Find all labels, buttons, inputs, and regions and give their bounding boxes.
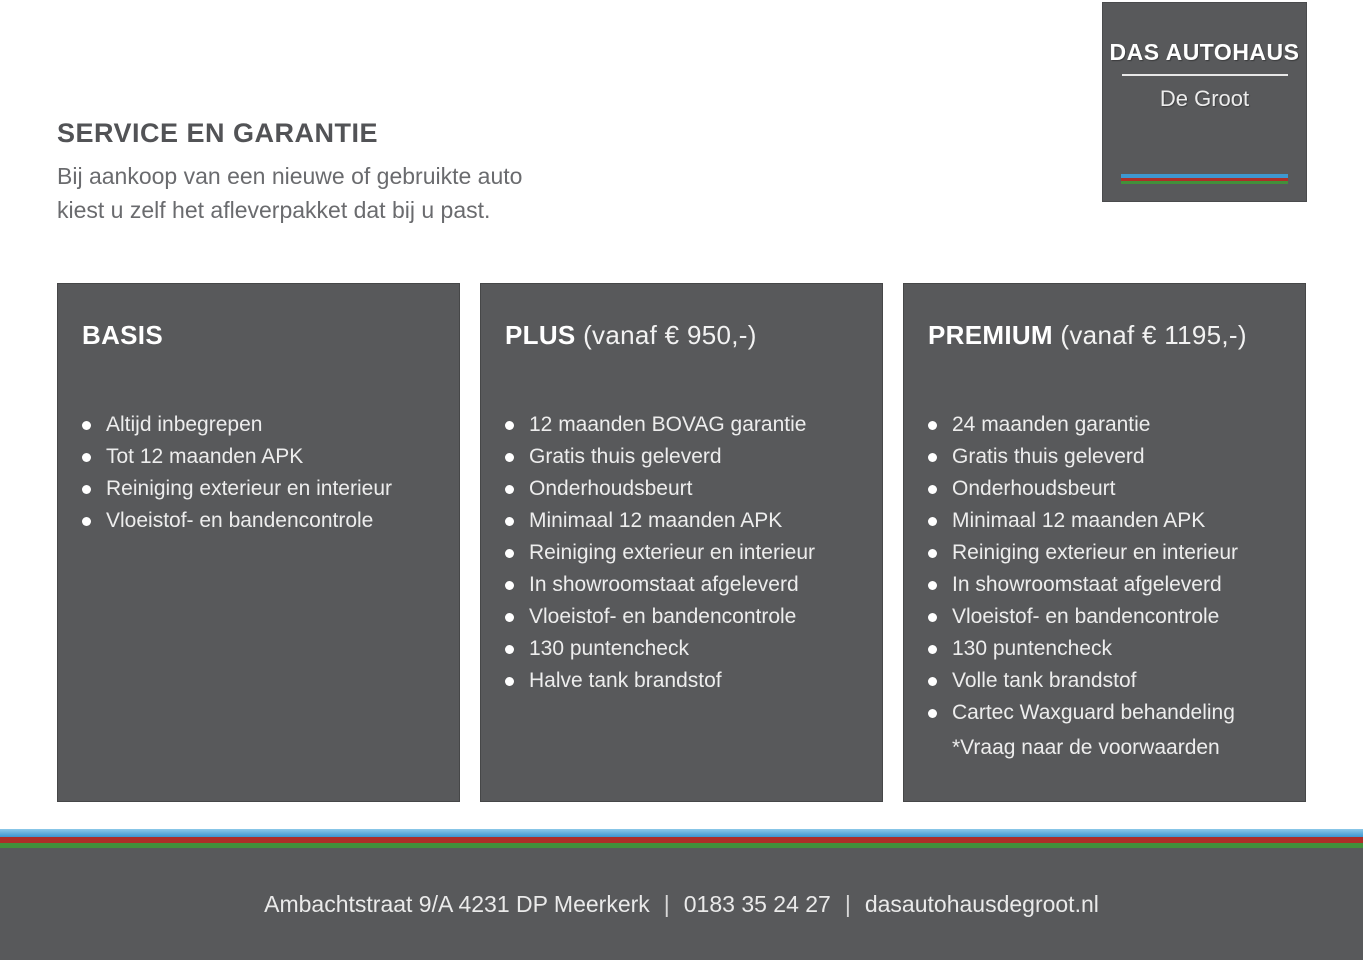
package-list-item [928, 569, 1287, 601]
bullet-icon [82, 453, 91, 462]
footer-bar [0, 848, 1363, 960]
footer-website: dasautohausdegroot.nl [864, 890, 1099, 917]
package-item-label: Vloeistof- en bandencontrole [106, 509, 374, 532]
logo-stripe-green [1121, 181, 1288, 184]
bullet-icon [82, 517, 91, 526]
page-title: SERVICE EN GARANTIE [57, 118, 379, 148]
package-list-item [505, 441, 864, 473]
package-item-label: Minimaal 12 maanden APK [529, 509, 783, 532]
package-item-label: Onderhoudsbeurt [952, 477, 1116, 500]
package-list-item [82, 409, 441, 441]
brand-logo [1102, 2, 1307, 202]
bullet-icon [505, 645, 514, 654]
package-footnote: *Vraag naar de voorwaarden [952, 736, 1220, 759]
bullet-icon [928, 709, 937, 718]
bullet-icon [928, 549, 937, 558]
brand-underline [1122, 74, 1288, 76]
package-card-basis [57, 283, 460, 802]
package-price: (vanaf € 950,-) [583, 320, 757, 350]
bullet-icon [505, 421, 514, 430]
package-list-item [505, 473, 864, 505]
bullet-icon [82, 421, 91, 430]
package-list-item [928, 697, 1287, 729]
bullet-icon [82, 485, 91, 494]
bullet-icon [505, 453, 514, 462]
package-item-label: 24 maanden garantie [952, 413, 1151, 436]
brand-name: DAS AUTOHAUS [1109, 39, 1300, 65]
package-list-item [505, 633, 864, 665]
package-cards [0, 283, 1363, 802]
package-feature-list [505, 409, 864, 697]
package-list-item [505, 409, 864, 441]
package-item-label: Gratis thuis geleverd [952, 445, 1145, 468]
package-header [505, 320, 864, 351]
package-name: PLUS [505, 320, 576, 350]
package-name: BASIS [82, 320, 163, 350]
package-header [928, 320, 1287, 351]
footer-stripe-blue [0, 829, 1363, 837]
package-list-item [928, 441, 1287, 473]
package-item-label: Reiniging exterieur en interieur [106, 477, 392, 500]
package-name: PREMIUM [928, 320, 1053, 350]
package-item-label: Reiniging exterieur en interieur [529, 541, 815, 564]
package-item-label: Halve tank brandstof [529, 669, 722, 692]
footer-address: Ambachtstraat 9/A 4231 DP Meerkerk [264, 890, 650, 917]
package-item-label: 130 puntencheck [952, 637, 1112, 660]
intro-subtitle-line2: kiest u zelf het afleverpakket dat bij u past. [57, 197, 491, 223]
package-list-item [928, 633, 1287, 665]
package-list-item [928, 409, 1287, 441]
bullet-icon [928, 581, 937, 590]
package-item-label: Vloeistof- en bandencontrole [952, 605, 1220, 628]
package-item-label: Tot 12 maanden APK [106, 445, 304, 468]
package-list-item [928, 473, 1287, 505]
bullet-icon [505, 581, 514, 590]
package-item-label: Minimaal 12 maanden APK [952, 509, 1206, 532]
footer-separator: | [844, 890, 851, 917]
package-item-label: Gratis thuis geleverd [529, 445, 722, 468]
package-item-label: In showroomstaat afgeleverd [529, 573, 799, 596]
bullet-icon [505, 549, 514, 558]
package-item-label: 130 puntencheck [529, 637, 689, 660]
intro-section [57, 118, 677, 227]
package-feature-list [82, 409, 441, 537]
bullet-icon [928, 645, 937, 654]
package-list-item [82, 473, 441, 505]
bullet-icon [928, 453, 937, 462]
bullet-icon [505, 613, 514, 622]
bullet-icon [505, 677, 514, 686]
package-list-item [928, 665, 1287, 697]
bullet-icon [928, 613, 937, 622]
logo-stripes [1121, 174, 1288, 184]
package-header [82, 320, 441, 351]
package-list-item [82, 505, 441, 537]
package-list-item [505, 505, 864, 537]
package-list-item [928, 505, 1287, 537]
package-item-label: Cartec Waxguard behandeling [952, 701, 1235, 724]
package-item-label: 12 maanden BOVAG garantie [529, 413, 807, 436]
package-list-item [82, 441, 441, 473]
package-item-label: Altijd inbegrepen [106, 413, 263, 436]
package-list-item [928, 537, 1287, 569]
package-item-label: In showroomstaat afgeleverd [952, 573, 1222, 596]
package-list-item [505, 665, 864, 697]
package-price: (vanaf € 1195,-) [1060, 320, 1247, 350]
bullet-icon [928, 677, 937, 686]
footer-phone: 0183 35 24 27 [683, 890, 831, 917]
package-list-item [505, 537, 864, 569]
package-card-premium [903, 283, 1306, 802]
package-list-item [505, 601, 864, 633]
dealer-name: De Groot [1159, 86, 1250, 111]
intro-subtitle-line1: Bij aankoop van een nieuwe of gebruikte auto [57, 163, 523, 189]
package-card-plus [480, 283, 883, 802]
package-item-label: Volle tank brandstof [952, 669, 1137, 692]
bullet-icon [928, 485, 937, 494]
bullet-icon [928, 517, 937, 526]
package-feature-list [928, 409, 1287, 729]
bullet-icon [505, 485, 514, 494]
intro-subtitle [57, 159, 677, 227]
footer [0, 829, 1363, 960]
package-item-label: Reiniging exterieur en interieur [952, 541, 1238, 564]
package-item-label: Vloeistof- en bandencontrole [529, 605, 797, 628]
footer-separator: | [663, 890, 670, 917]
bullet-icon [505, 517, 514, 526]
package-list-item [928, 601, 1287, 633]
package-item-label: Onderhoudsbeurt [529, 477, 693, 500]
package-list-item [505, 569, 864, 601]
bullet-icon [928, 421, 937, 430]
